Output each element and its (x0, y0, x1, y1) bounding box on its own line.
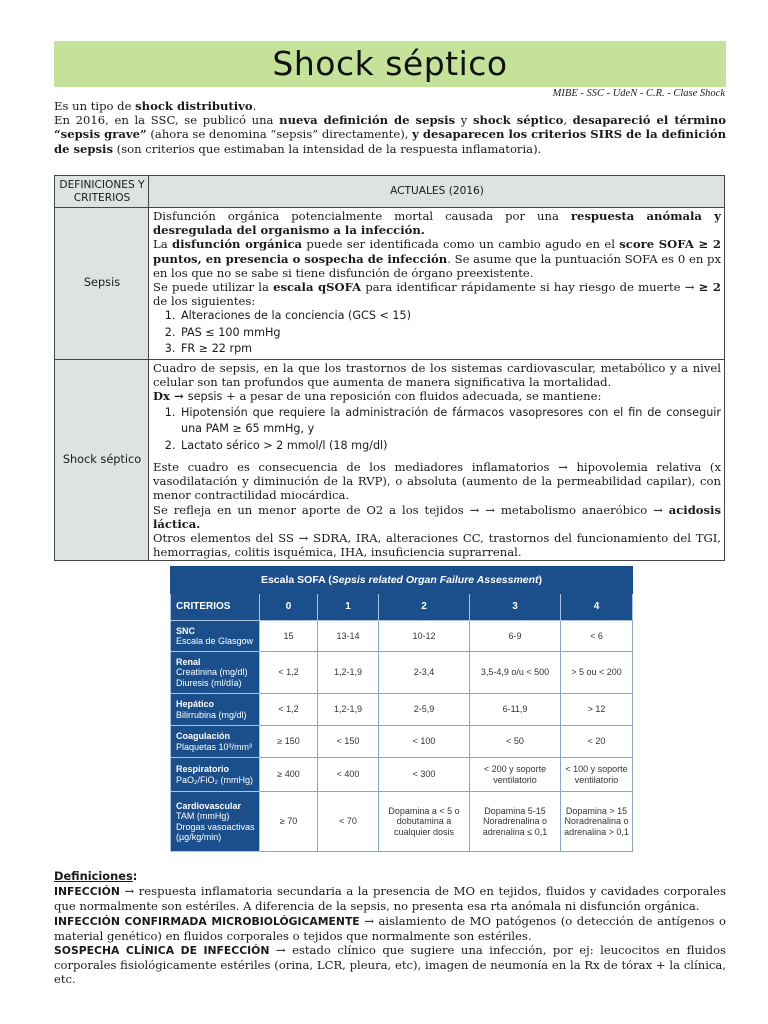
shock-lactic (153, 503, 721, 531)
bold-span: escala qSOFA (273, 280, 362, 295)
sepsis-definition (153, 209, 721, 237)
intro-text-span: . (252, 99, 257, 113)
term: INFECCIÓN (54, 885, 120, 899)
row-sub: Bilirrubina (mg/dl) (176, 709, 247, 720)
table-cell: > 5 ou < 200 (561, 652, 633, 694)
bold-span: Dx → (153, 389, 188, 404)
definitions-header-row (55, 176, 725, 208)
shock-criteria-list (153, 405, 721, 455)
row-sub: Diuresis (ml/día) (176, 677, 242, 688)
sofa-row-label (171, 694, 260, 726)
table-cell: < 400 (318, 758, 379, 792)
sofa-table (170, 566, 633, 852)
sofa-row-label (171, 758, 260, 792)
table-cell: 2-5,9 (379, 694, 470, 726)
sofa-header-1: 1 (318, 594, 379, 621)
table-cell: ≥ 70 (260, 792, 318, 852)
intro-text-span: En 2016, en la SSC, se publicó una (54, 113, 280, 128)
table-cell: < 20 (561, 726, 633, 758)
shock-definition: Cuadro de sepsis, en la que los trastornos de los sistemas cardiovascular, metabólico y a nivel celular son tan profundos que aumenta de manera significativa la mortalidad. (153, 360, 721, 390)
sofa-row-cardiovascular (171, 792, 633, 852)
bold-span: acidosis láctica. (153, 502, 721, 531)
list-item: 2. Lactato sérico > 2 mmol/l (18 mg/dl) (179, 438, 721, 455)
qsofa-criteria-list (153, 308, 721, 358)
table-cell: Dopamina > 15 Noradrenalina o adrenalina > 0,1 (561, 792, 633, 852)
list-item: 1. Alteraciones de la conciencia (GCS < 15) (179, 308, 721, 325)
table-cell: < 150 (318, 726, 379, 758)
sepsis-content (149, 208, 725, 360)
page-title: Shock séptico (272, 44, 508, 83)
text-span: para identificar rápidamente si hay riesgo de muerte → (361, 280, 699, 295)
sofa-row-label (171, 621, 260, 652)
intro-text (54, 99, 726, 156)
definitions-heading (54, 869, 726, 883)
text-span: de los siguientes: (153, 294, 256, 309)
intro-paragraph-2 (54, 113, 726, 156)
table-cell: 15 (260, 621, 318, 652)
definitions-section (54, 869, 726, 987)
list-item: 3. FR ≥ 22 rpm (179, 341, 721, 358)
intro-bold-span: shock séptico (472, 113, 564, 128)
sofa-header-3: 3 (470, 594, 561, 621)
table-cell: < 1,2 (260, 694, 318, 726)
term-definition: → aislamiento de MO patógenos (o detección de antígenos o material genético) en fluidos corporales o tejidos que normalmente son estériles. (54, 913, 726, 943)
italic-span: Sepsis related Organ Failure Assessment (331, 573, 539, 586)
table-cell: 3,5-4,9 o/u < 500 (470, 652, 561, 694)
list-item: 1. Hipotensión que requiere la administración de fármacos vasopresores con el fin de conseguir una PAM ≥ 65 mmHg, y (179, 405, 721, 438)
sofa-row-label (171, 726, 260, 758)
table-cell: < 50 (470, 726, 561, 758)
text-span: Escala SOFA ( (260, 573, 332, 586)
def-infeccion (54, 884, 726, 913)
text-span: + a pesar de una reposición con fluidos adecuada, se mantiene: (222, 389, 602, 404)
intro-line-1 (54, 99, 726, 113)
shock-row (55, 359, 725, 561)
sofa-row-renal (171, 652, 633, 694)
intro-text-span: , (563, 113, 573, 128)
intro-bold-span: nueva definición de sepsis (279, 113, 456, 128)
sepsis-qsofa-paragraph (153, 280, 721, 308)
bold-span: respuesta anómala y desregulada del organismo a la infección. (153, 209, 721, 238)
heading-colon: : (132, 869, 138, 883)
text-span: ) (538, 573, 543, 586)
row-sub: PaO₂/FiO₂ (mmHg) (176, 774, 253, 785)
sofa-header-2: 2 (379, 594, 470, 621)
sofa-row-respiratorio (171, 758, 633, 792)
table-cell: < 100 (379, 726, 470, 758)
table-cell: < 1,2 (260, 652, 318, 694)
row-name: Coagulación (176, 731, 231, 742)
bold-span: score SOFA ≥ 2 puntos, en presencia o sospecha de infección (153, 237, 722, 266)
list-item: 2. PAS ≤ 100 mmHg (179, 325, 721, 342)
row-sub: TAM (mmHg) (176, 811, 230, 822)
text-span: Se puede utilizar la (153, 280, 274, 295)
table-cell: 1,2-1,9 (318, 652, 379, 694)
table-cell: 10-12 (379, 621, 470, 652)
intro-bold-span: y desaparecen los criterios SIRS de la definición de sepsis (54, 127, 726, 156)
definitions-table (54, 175, 725, 561)
text-span: puede ser identificada como un cambio agudo en el (302, 237, 620, 252)
table-cell: ≥ 150 (260, 726, 318, 758)
row-sub: Drogas vasoactivas (µg/kg/min) (176, 821, 255, 842)
row-sub: Plaquetas 10³/mm³ (176, 741, 253, 752)
row-sub: Creatinina (mg/dl) (176, 667, 248, 678)
header-actuales: ACTUALES (2016) (149, 176, 725, 208)
intro-text-span: Es un tipo de (54, 99, 136, 113)
table-cell: > 12 (561, 694, 633, 726)
text-span: Se refleja en un menor aporte de O2 a los tejidos → → metabolismo anaeróbico → (153, 502, 669, 517)
sofa-row-label (171, 792, 260, 852)
sepsis-label: Sepsis (55, 208, 149, 360)
shock-dx (153, 389, 721, 404)
bold-span: disfunción orgánica (171, 237, 303, 252)
intro-bold-span: shock distributivo (135, 99, 253, 113)
shock-label: Shock séptico (55, 359, 149, 561)
table-cell: < 70 (318, 792, 379, 852)
bold-span: ≥ 2 (698, 280, 721, 295)
row-name: Respiratorio (176, 764, 230, 775)
text-span: Disfunción orgánica potencialmente mortal causada por una (153, 209, 571, 223)
table-cell: 13-14 (318, 621, 379, 652)
text-span: . Se asume que la puntuación SOFA es 0 en px en los que no se sabe si tiene disfunción de órgano preexistente. (153, 251, 721, 280)
sofa-title-row (171, 567, 633, 594)
table-cell: < 200 y soporte ventilatorio (470, 758, 561, 792)
table-cell: < 6 (561, 621, 633, 652)
row-sub: Escala de Glasgow (176, 636, 254, 646)
shock-content (149, 359, 725, 561)
table-cell: 6-11,9 (470, 694, 561, 726)
table-cell: 6-9 (470, 621, 561, 652)
term: SOSPECHA CLÍNICA DE INFECCIÓN (54, 944, 270, 958)
def-infeccion-confirmada (54, 914, 726, 943)
table-cell: < 100 y soporte ventilatorio (561, 758, 633, 792)
heading-text: Definiciones (54, 869, 133, 883)
intro-bold-span: desapareció el término “sepsis grave” (54, 113, 726, 142)
sofa-header-criterios: CRITERIOS (171, 594, 260, 621)
title-bar (54, 41, 726, 87)
sofa-row-hepatico (171, 694, 633, 726)
sofa-title (171, 567, 633, 594)
sepsis-row (55, 208, 725, 360)
sofa-row-coagulacion (171, 726, 633, 758)
text-span: La (153, 237, 172, 252)
shock-other: Otros elementos del SS → SDRA, IRA, alteraciones CC, trastornos del funcionamiento del TGI, hemorragias, colitis isquémica, IHA, insuficiencia suprarrenal. (153, 531, 721, 560)
table-cell: ≥ 400 (260, 758, 318, 792)
def-sospecha-clinica (54, 943, 726, 987)
table-cell: Dopamina a < 5 o dobutamina a cualquier dosis (379, 792, 470, 852)
term-definition: → estado clínico que sugiere una infección, por ej: leucocitos en fluidos corporales fisiológicamente estériles (orina, LCR, pleura, etc), imagen de neumonía en la Rx de tórax + la clínica, etc. (54, 943, 726, 987)
sepsis-sofa-paragraph (153, 237, 721, 280)
row-name: SNC (176, 625, 196, 636)
sofa-row-label (171, 652, 260, 694)
text-span: sepsis (187, 390, 223, 404)
header-definiciones: DEFINICIONES Y CRITERIOS (55, 176, 149, 208)
intro-text-span: y (455, 113, 473, 128)
table-cell: < 300 (379, 758, 470, 792)
table-cell: 1,2-1,9 (318, 694, 379, 726)
shock-mechanism: Este cuadro es consecuencia de los mediadores inflamatorios → hipovolemia relativa (x vasodilatación y diminución de la RVP), o absoluta (aumento de la permeabilidad capilar), con menor contractilidad miocárdica. (153, 460, 721, 503)
term-definition: → respuesta inflamatoria secundaria a la presencia de MO en tejidos, fluidos y cavidades corporales que normalmente son estériles. A diferencia de la sepsis, no presenta esa rta anómala ni disfunción orgánica. (54, 884, 726, 914)
term: INFECCIÓN CONFIRMADA MICROBIOLÓGICAMENTE (54, 914, 360, 928)
sofa-header-0: 0 (260, 594, 318, 621)
sofa-header-4: 4 (561, 594, 633, 621)
intro-text-span: (son criterios que estimaban la intensidad de la respuesta inflamatoria). (113, 141, 542, 156)
page-subtitle: MIBE - SSC - UdeN - C.R. - Clase Shock (552, 88, 725, 99)
sofa-row-snc (171, 621, 633, 652)
row-name: Renal (176, 657, 201, 668)
row-name: Cardiovascular (176, 801, 242, 812)
row-name: Hepático (176, 699, 215, 710)
table-cell: Dopamina 5-15 Noradrenalina o adrenalina ≤ 0,1 (470, 792, 561, 852)
table-cell: 2-3,4 (379, 652, 470, 694)
sofa-header-row (171, 594, 633, 621)
intro-text-span: (ahora se denomina “sepsis” directamente), (146, 127, 413, 142)
